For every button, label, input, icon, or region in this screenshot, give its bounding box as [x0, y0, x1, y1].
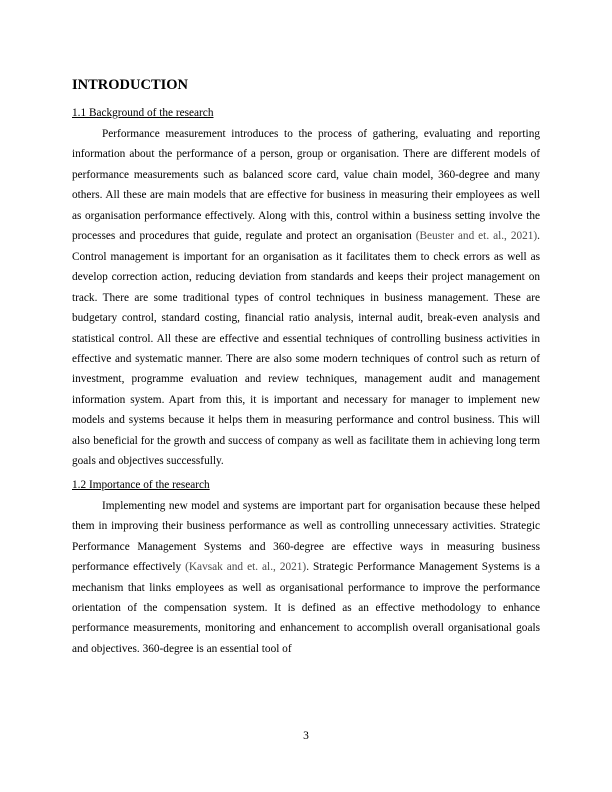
paragraph-importance — [72, 496, 540, 660]
page-number: 3 — [303, 730, 309, 742]
section-heading-background: 1.1 Background of the research — [72, 107, 214, 119]
page-content — [72, 76, 540, 665]
paragraph-text: . Strategic Performance Management Systems is a mechanism that links employees as well as organisational performance to improve the performance orientation of the compensation system. It is defined as an effective methodology to enhance performance measurements, monitoring and enhancement to accomplish overall organisational goals and objectives. 360-degree is an essential tool of — [72, 561, 540, 655]
paragraph-text: . Control management is important for an organisation as it facilitates them to check errors as well as develop correction action, reducing deviation from standards and keeps their project management on track. There are some traditional types of control techniques in business management. These are budgetary control, standard costing, financial ratio analysis, internal audit, break-even analysis and statistical control. All these are effective and essential techniques of controlling business activities in effective and systematic manner. There are also some modern techniques of control such as return of investment, programme evaluation and review techniques, management audit and management information system. Apart from this, it is important and necessary for manager to implement new models and systems because it helps them in measuring performance and control business. This will also beneficial for the growth and success of company as well as facilitate them in achieving long term goals and objectives successfully. — [72, 230, 540, 468]
paragraph-background — [72, 124, 540, 472]
paragraph-text: Performance measurement introduces to the process of gathering, evaluating and reporting information about the performance of a person, group or organisation. There are different models of performance measurements such as balanced score card, value chain model, 360-degree and many others. All these are main models that are effective for business in measuring their employees as well as organisation performance effectively. Along with this, control within a business setting involve the processes and procedures that guide, regulate and protect an organisation — [72, 128, 540, 243]
citation: (Kavsak and et. al., 2021) — [185, 561, 307, 574]
citation: (Beuster and et. al., 2021) — [415, 230, 538, 243]
page-title: INTRODUCTION — [72, 77, 189, 93]
paragraph-text: Implementing new model and systems are important part for organisation because these helped them in improving their business performance as well as controlling unnecessary activities. Strategic Performance Management Systems and 360-degree are effective ways in measuring business performance effectively — [72, 499, 540, 574]
section-heading-importance: 1.2 Importance of the research — [72, 478, 210, 491]
